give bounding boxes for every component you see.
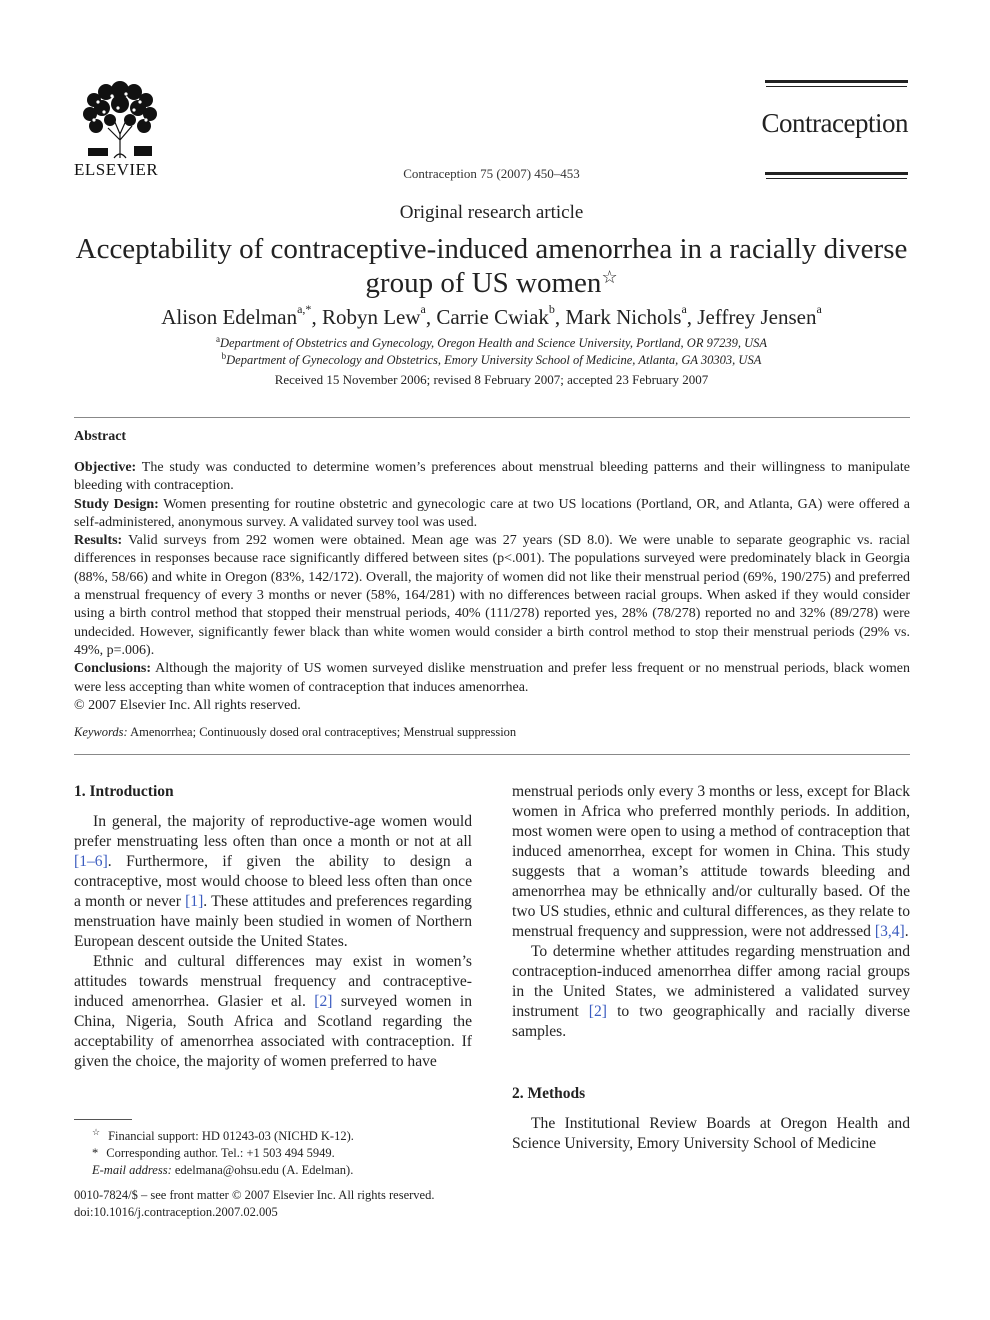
author[interactable]: Mark Nichols$^a$, — [565, 302, 698, 329]
footnote-corresponding: * Corresponding author. Tel.: +1 503 494 5949. — [92, 1146, 335, 1161]
footnotes — [74, 1124, 472, 1179]
doi-link[interactable]: doi:10.1016/j.contraception.2007.02.005 — [74, 1205, 278, 1219]
section-heading-introduction: 1. Introduction — [74, 783, 174, 800]
author-list — [0, 302, 983, 330]
author[interactable]: Carrie Cwiak$^b$, — [436, 302, 566, 329]
abstract-objective: Objective: The study was conducted to determine women’s preferences about menstrual bleeding patterns and their willingness to manipulate bleeding with contraception. — [74, 460, 910, 494]
right-column — [512, 782, 910, 1154]
paragraph: menstrual periods only every 3 months or less, except for Black women in Africa who preferred monthly periods. In addition, most women were open to using a method of contraception that induced amenorrhea, except for women in China. This study suggests that a woman’s attitude towards bleeding and amenorrhea may be ethnically and/or culturally based. Of the two US studies, ethnic and cultural differences, as they relate to menstrual frequency and suppression, were not addressed [3,4]. — [512, 783, 910, 940]
abstract-copyright: © 2007 Elsevier Inc. All rights reserved. — [74, 697, 301, 713]
citation-link[interactable]: [2] — [314, 993, 333, 1010]
abstract-results: Results: Valid surveys from 292 women were obtained. Mean age was 27 years (SD 8.0). We were unable to separate geographic vs. racial differences in responses because race significantly differed between sites (p<.001). The populations surveyed were predominately black in Georgia (88%, 58/66) and white in Oregon (83%, 142/172). Overall, the majority of women did not like their menstrual period (69%, 190/275) and preferred a menstrual frequency of every 3 months or never (58%, 164/281) with no differences between racial groups. When asked if they would consider using a birth control method that stopped their menstrual periods, 40% (111/278) reported yes, 28% (78/278) reported no and 32% (89/278) were undecided. However, significantly fewer black than white women would consider a birth control method to stop their menstrual periods (29% vs. 49%, p=.006). — [74, 533, 910, 658]
citation-link[interactable]: [2] — [588, 1003, 607, 1020]
abstract-design: Study Design: Women presenting for routine obstetric and gynecologic care at two US locations (Portland, OR, and Atlanta, GA) were offered a self-administered, anonymous survey. A validated survey tool was used. — [74, 496, 910, 530]
section-heading-methods: 2. Methods — [512, 1085, 586, 1102]
journal-rule-top — [765, 80, 908, 83]
article-type: Original research article — [399, 202, 584, 223]
issn-line: 0010-7824/$ – see front matter © 2007 Elsevier Inc. All rights reserved. — [74, 1188, 435, 1202]
email-link[interactable]: edelmana@ohsu.edu (A. Edelman). — [171, 1163, 354, 1178]
divider — [74, 417, 910, 418]
title-text: Acceptability of contraceptive-induced amenorrhea in a racially diverse group of US women — [75, 233, 908, 299]
front-matter — [74, 1187, 494, 1221]
paragraph: The Institutional Review Boards at Oregon Health and Science University, Emory University School of Medicine — [512, 1115, 910, 1152]
abstract-body — [74, 459, 910, 715]
left-column — [74, 782, 472, 1072]
publisher-name: ELSEVIER — [74, 160, 159, 179]
article-title — [70, 232, 913, 300]
divider — [74, 754, 910, 755]
journal-rule-bottom — [765, 172, 908, 175]
journal-citation: Contraception 75 (2007) 450–453 — [403, 166, 580, 181]
citation-link[interactable]: [1–6] — [74, 853, 108, 870]
footnote-rule — [74, 1119, 132, 1120]
author[interactable]: Jeffrey Jensen$^a$ — [697, 302, 822, 329]
received-dates: Received 15 November 2006; revised 8 February 2007; accepted 23 February 2007 — [274, 372, 709, 387]
affiliation: $^a$Department of Obstetrics and Gynecology, Oregon Health and Science University, Portland, OR 97239, USA — [215, 334, 767, 350]
citation-link[interactable]: [3,4] — [874, 923, 905, 940]
citation-link[interactable]: [1] — [185, 893, 204, 910]
abstract-heading: Abstract — [74, 429, 127, 444]
author[interactable]: Alison Edelman$^{a,*}$, — [161, 302, 322, 329]
footnote-funding: ☆ Financial support: HD 01243-03 (NICHD K-12). — [92, 1127, 354, 1144]
paragraph: Ethnic and cultural differences may exist in women’s attitudes towards menstrual frequency and contraceptive-induced amenorrhea. Glasier et al. [2] surveyed women in China, Nigeria, South Africa and Scotland regarding the acceptability of amenorrhea associated with contraception. If given the choice, the majority of women preferred to have — [74, 953, 472, 1070]
keywords: Keywords: Amenorrhea; Continuously dosed oral contraceptives; Menstrual suppression — [74, 725, 517, 739]
title-footnote-link[interactable]: ☆ — [601, 267, 618, 287]
affiliation: $^b$Department of Gynecology and Obstetrics, Emory University School of Medicine, Atlanta, GA 30303, USA — [221, 351, 762, 367]
footnote-email: E-mail address: edelmana@ohsu.edu (A. Edelman). — [92, 1163, 354, 1178]
paragraph: In general, the majority of reproductive-age women would prefer menstruating less often than once a month or not at all [1–6]. Furthermore, if given the ability to design a contraceptive, most would choose to bleed less often than once a month or never [1]. These attitudes and preferences regarding menstruation have mainly been studied in women of Northern European descent outside the United States. — [74, 813, 472, 950]
paragraph: To determine whether attitudes regarding menstruation and contraception-induced amenorrhea differ among racial groups in the United States, we administered a validated survey instrument [2] to two geographically and racially diverse samples. — [512, 943, 910, 1040]
star-footnote-mark: ☆ — [92, 1127, 101, 1137]
asterisk-footnote-mark: * — [92, 1146, 99, 1161]
journal-name: Contraception — [761, 108, 908, 138]
abstract-conclusions: Conclusions: Although the majority of US women surveyed dislike menstruation and prefer less frequent or no menstrual periods, black women were less accepting than white women of contraception that induces amenorrhea. — [74, 661, 910, 695]
author[interactable]: Robyn Lew$^a$, — [321, 302, 437, 329]
